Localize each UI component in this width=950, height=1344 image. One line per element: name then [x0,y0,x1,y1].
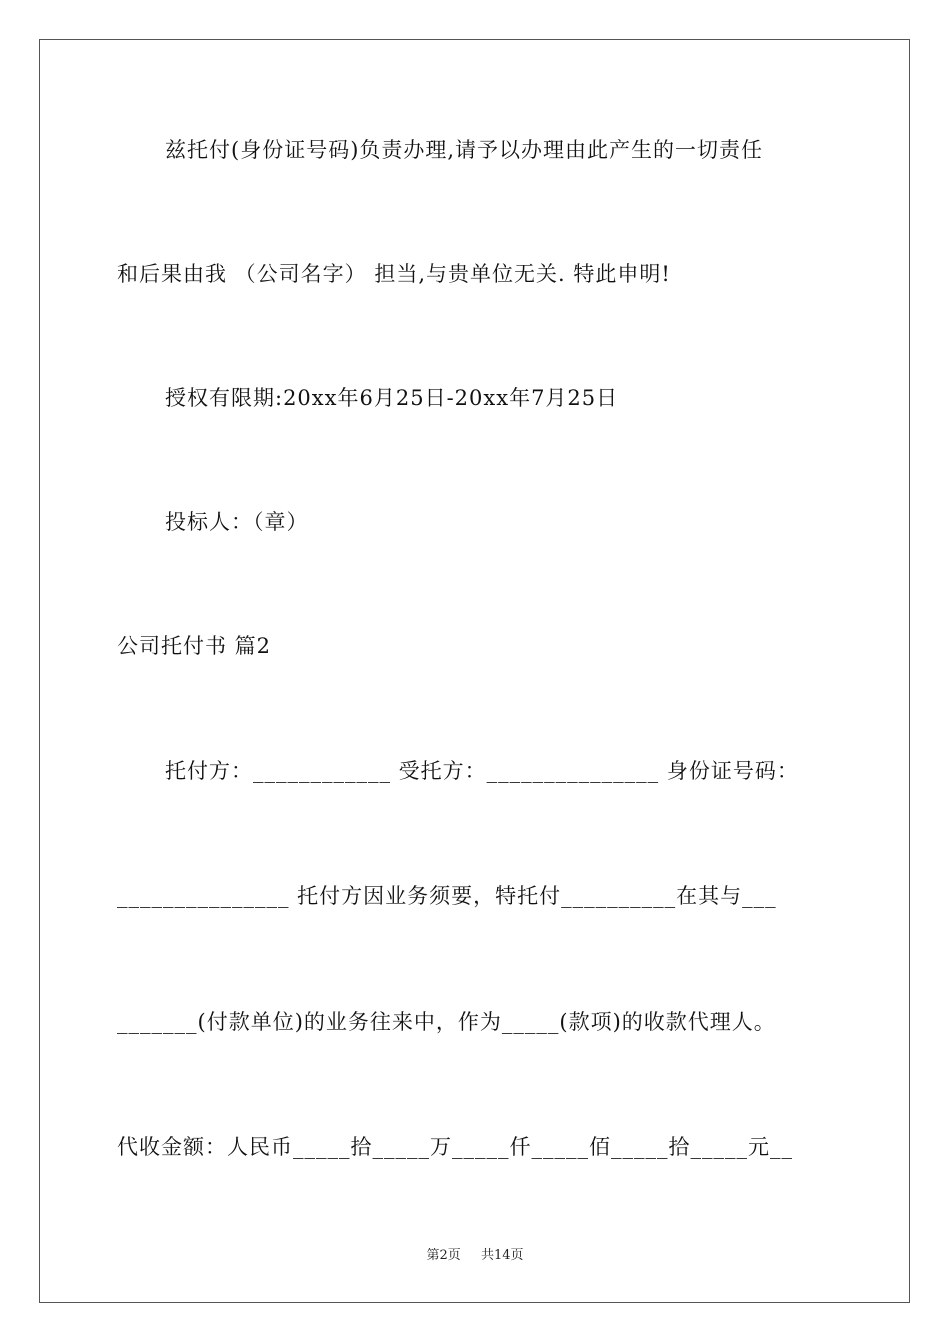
payee-agent-line: _______(付款单位)的业务往来中，作为_____(款项)的收款代理人。 [117,1010,776,1034]
business-need-line: _______________ 托付方因业务须要，特托付__________在其与___ [117,884,777,908]
paragraph-entrust-line-2: 和后果由我 （公司名字） 担当,与贵单位无关. 特此申明! [117,262,671,286]
page-footer [0,1248,950,1264]
authorization-period: 授权有限期:20xx年6月25日-20xx年7月25日 [165,386,619,410]
bidder-seal-line: 投标人：（章） [165,510,309,534]
page-border [39,39,910,1303]
parties-line: 托付方：____________ 受托方：_______________ 身份证号码： [165,759,799,783]
paragraph-entrust-line-1: 兹托付(身份证号码)负责办理,请予以办理由此产生的一切责任 [165,138,764,162]
page-total: 共14页 [480,1248,524,1263]
page-number: 第2页 [426,1248,461,1263]
section-heading: 公司托付书 篇2 [117,634,272,658]
collection-amount-line: 代收金额：人民币_____拾_____万_____仟_____佰_____拾_____元__ [117,1135,793,1159]
